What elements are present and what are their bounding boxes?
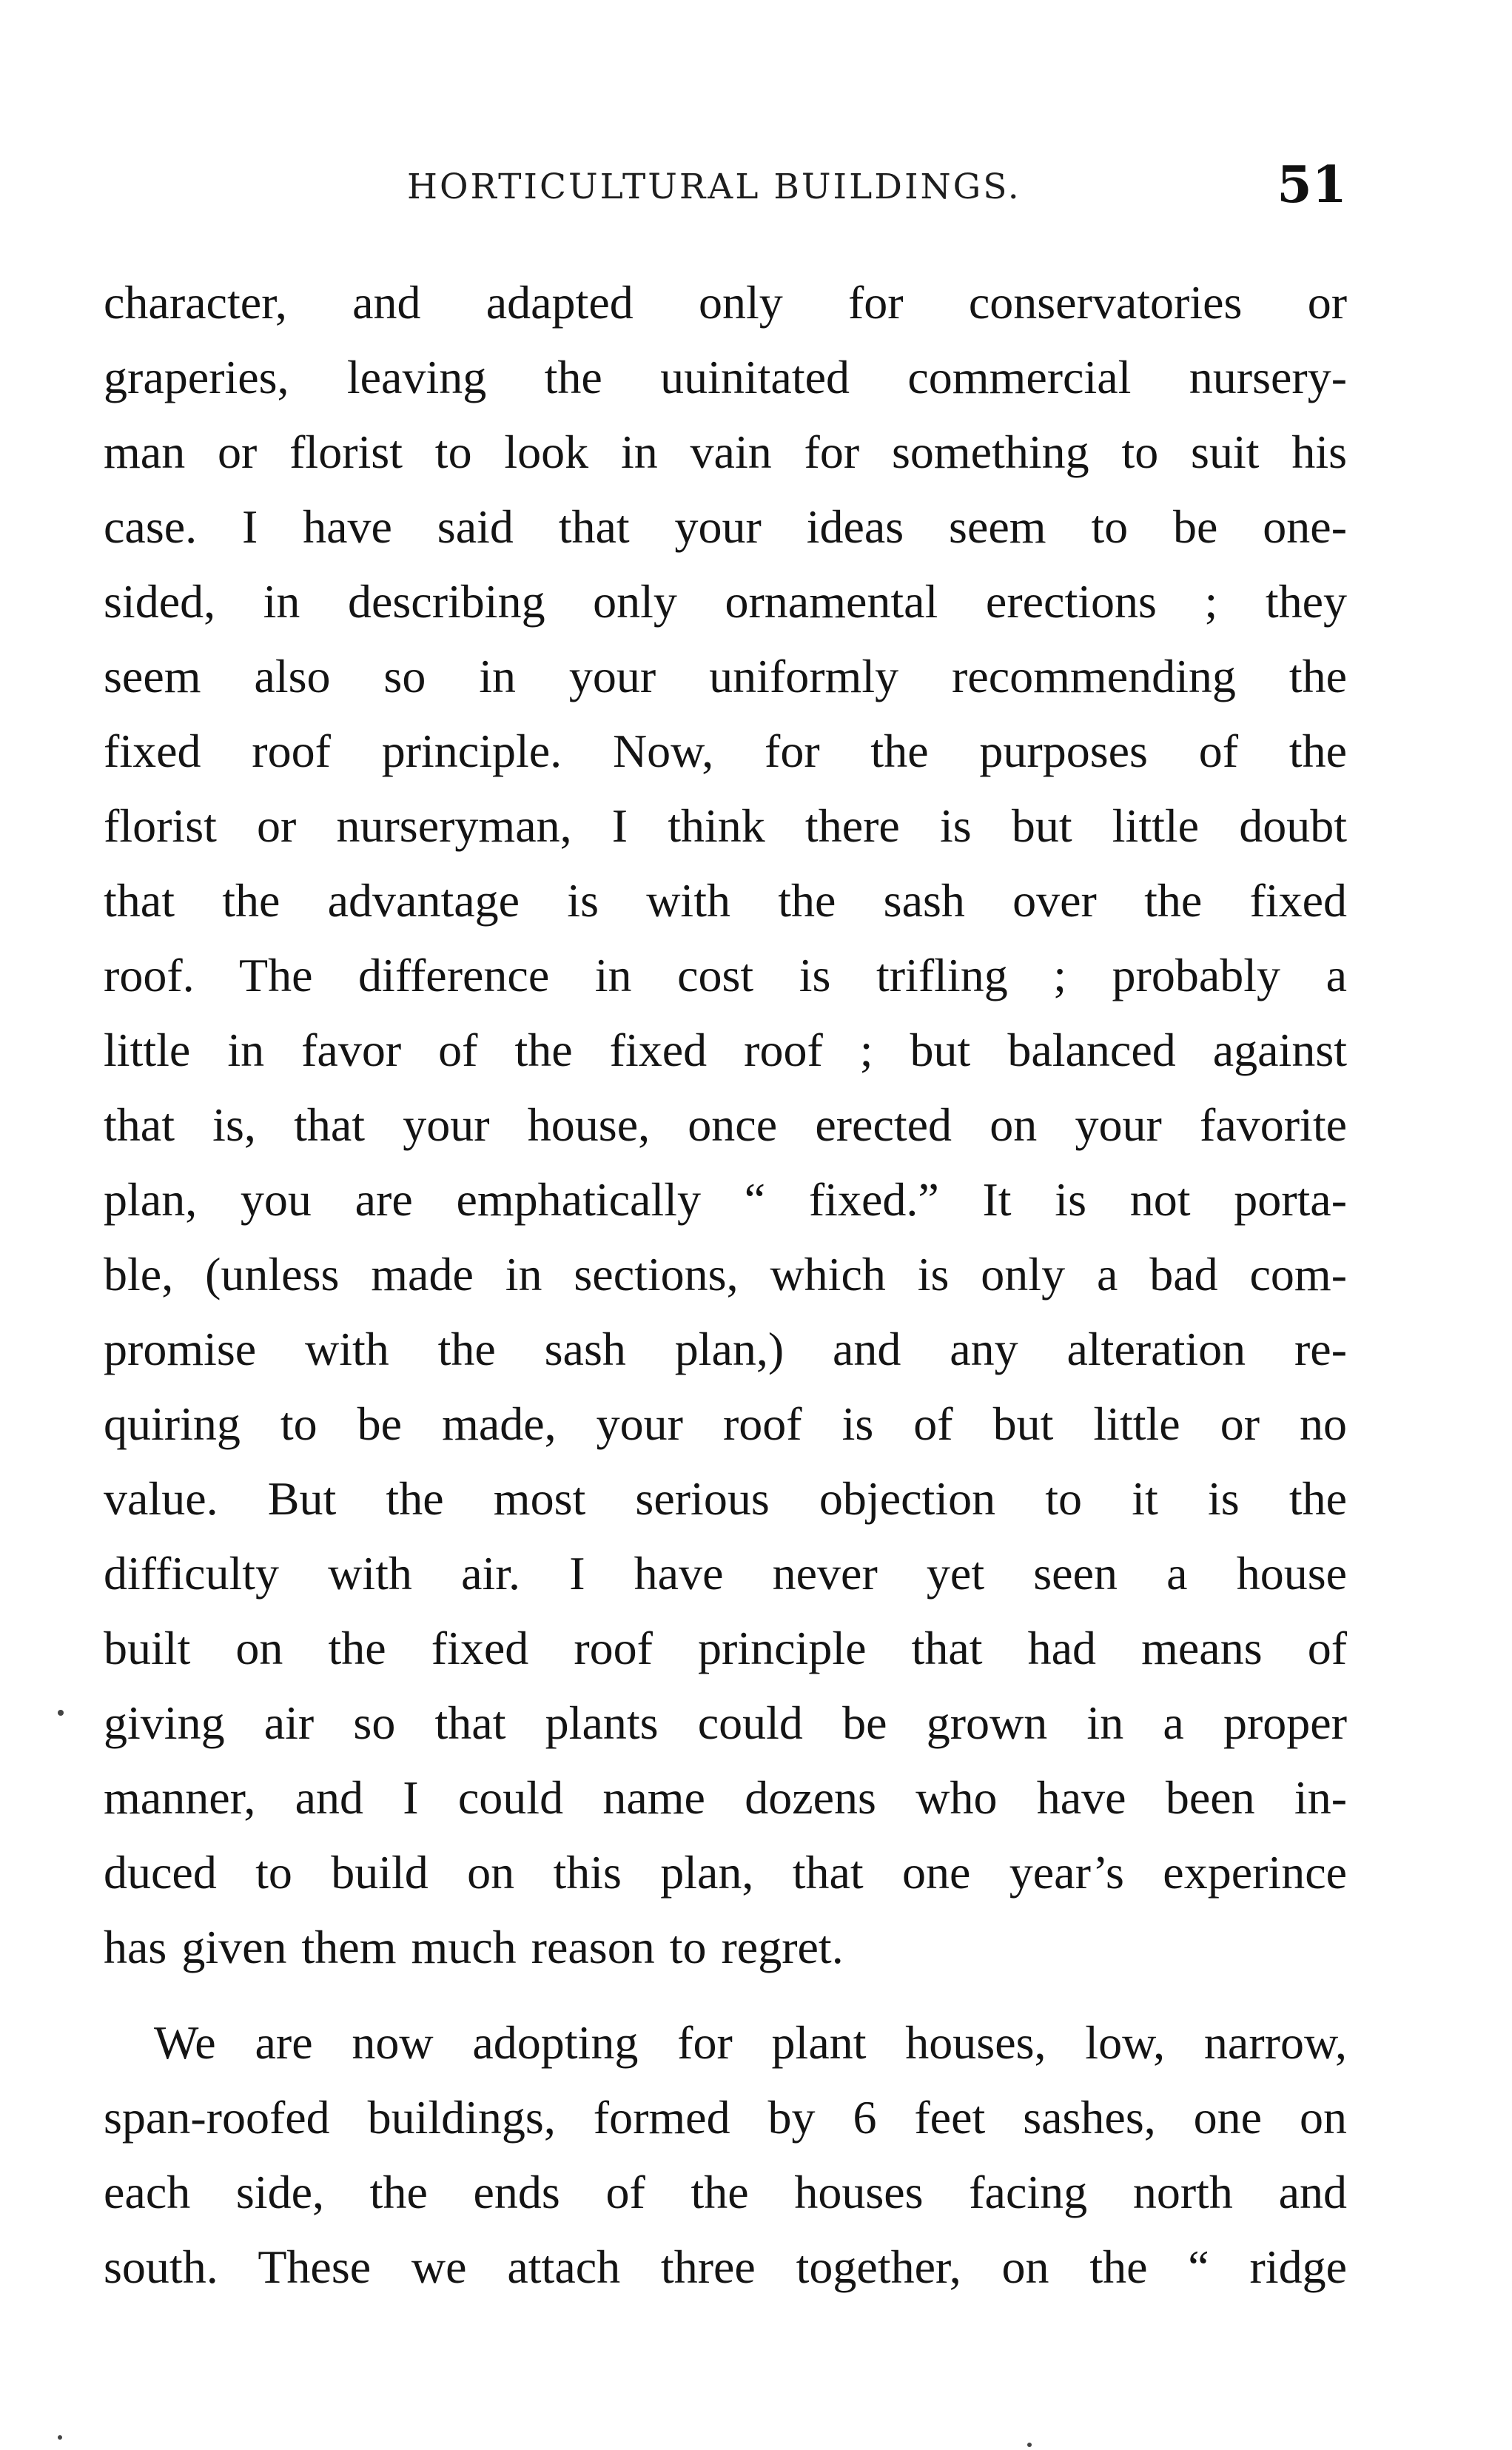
text-line: quiring to be made, your roof is of but little or no	[104, 1397, 1347, 1450]
text-line: difficulty with air. I have never yet seen a house	[104, 1547, 1347, 1600]
text-line: duced to build on this plan, that one year’s experince	[104, 1846, 1347, 1899]
text-line: plan, you are emphatically “ fixed.” It is not porta-	[104, 1173, 1347, 1226]
page-number: 51	[1277, 155, 1347, 215]
text-line: span-roofed buildings, formed by 6 feet sashes, one on	[104, 2091, 1347, 2144]
text-line: ble, (unless made in sections, which is only a bad com-	[104, 1248, 1347, 1300]
text-line: roof. The difference in cost is trifling ; probably a	[104, 949, 1347, 1001]
running-title: HORTICULTURAL BUILDINGS.	[407, 167, 1021, 207]
body-text	[104, 265, 1347, 2304]
text-line: manner, and I could name dozens who have been in-	[104, 1771, 1347, 1824]
text-line: fixed roof principle. Now, for the purposes of the	[104, 725, 1347, 777]
print-speck	[58, 1710, 64, 1716]
print-speck	[58, 2435, 62, 2440]
text-line: promise with the sash plan,) and any alteration re-	[104, 1323, 1347, 1375]
text-line: has given them much reason to regret.	[104, 1921, 844, 1973]
text-line: case. I have said that your ideas seem to be one-	[104, 500, 1347, 553]
paragraph-2	[104, 2005, 1347, 2304]
print-speck	[1027, 2443, 1032, 2447]
paragraph-1	[104, 265, 1347, 1984]
text-line: florist or nurseryman, I think there is but little doubt	[104, 799, 1347, 852]
text-line: that is, that your house, once erected on your favorite	[104, 1098, 1347, 1151]
text-line: character, and adapted only for conservatories or	[104, 276, 1347, 329]
text-line: value. But the most serious objection to it is the	[104, 1472, 1347, 1525]
text-line: south. These we attach three together, on the “ ridge	[104, 2241, 1347, 2293]
text-line: that the advantage is with the sash over the fixed	[104, 874, 1347, 927]
text-line: graperies, leaving the uuinitated commercial nursery-	[104, 351, 1347, 403]
text-line: seem also so in your uniformly recommending the	[104, 650, 1347, 702]
text-line: each side, the ends of the houses facing north and	[104, 2166, 1347, 2218]
running-head	[104, 155, 1347, 215]
text-line: little in favor of the fixed roof ; but balanced against	[104, 1024, 1347, 1076]
text-line: man or florist to look in vain for something to suit his	[104, 426, 1347, 478]
text-line: sided, in describing only ornamental erections ; they	[104, 575, 1347, 628]
text-line: giving air so that plants could be grown in a proper	[104, 1696, 1347, 1749]
text-line: We are now adopting for plant houses, low, narrow,	[154, 2016, 1347, 2069]
text-line: built on the fixed roof principle that had means of	[104, 1622, 1347, 1674]
